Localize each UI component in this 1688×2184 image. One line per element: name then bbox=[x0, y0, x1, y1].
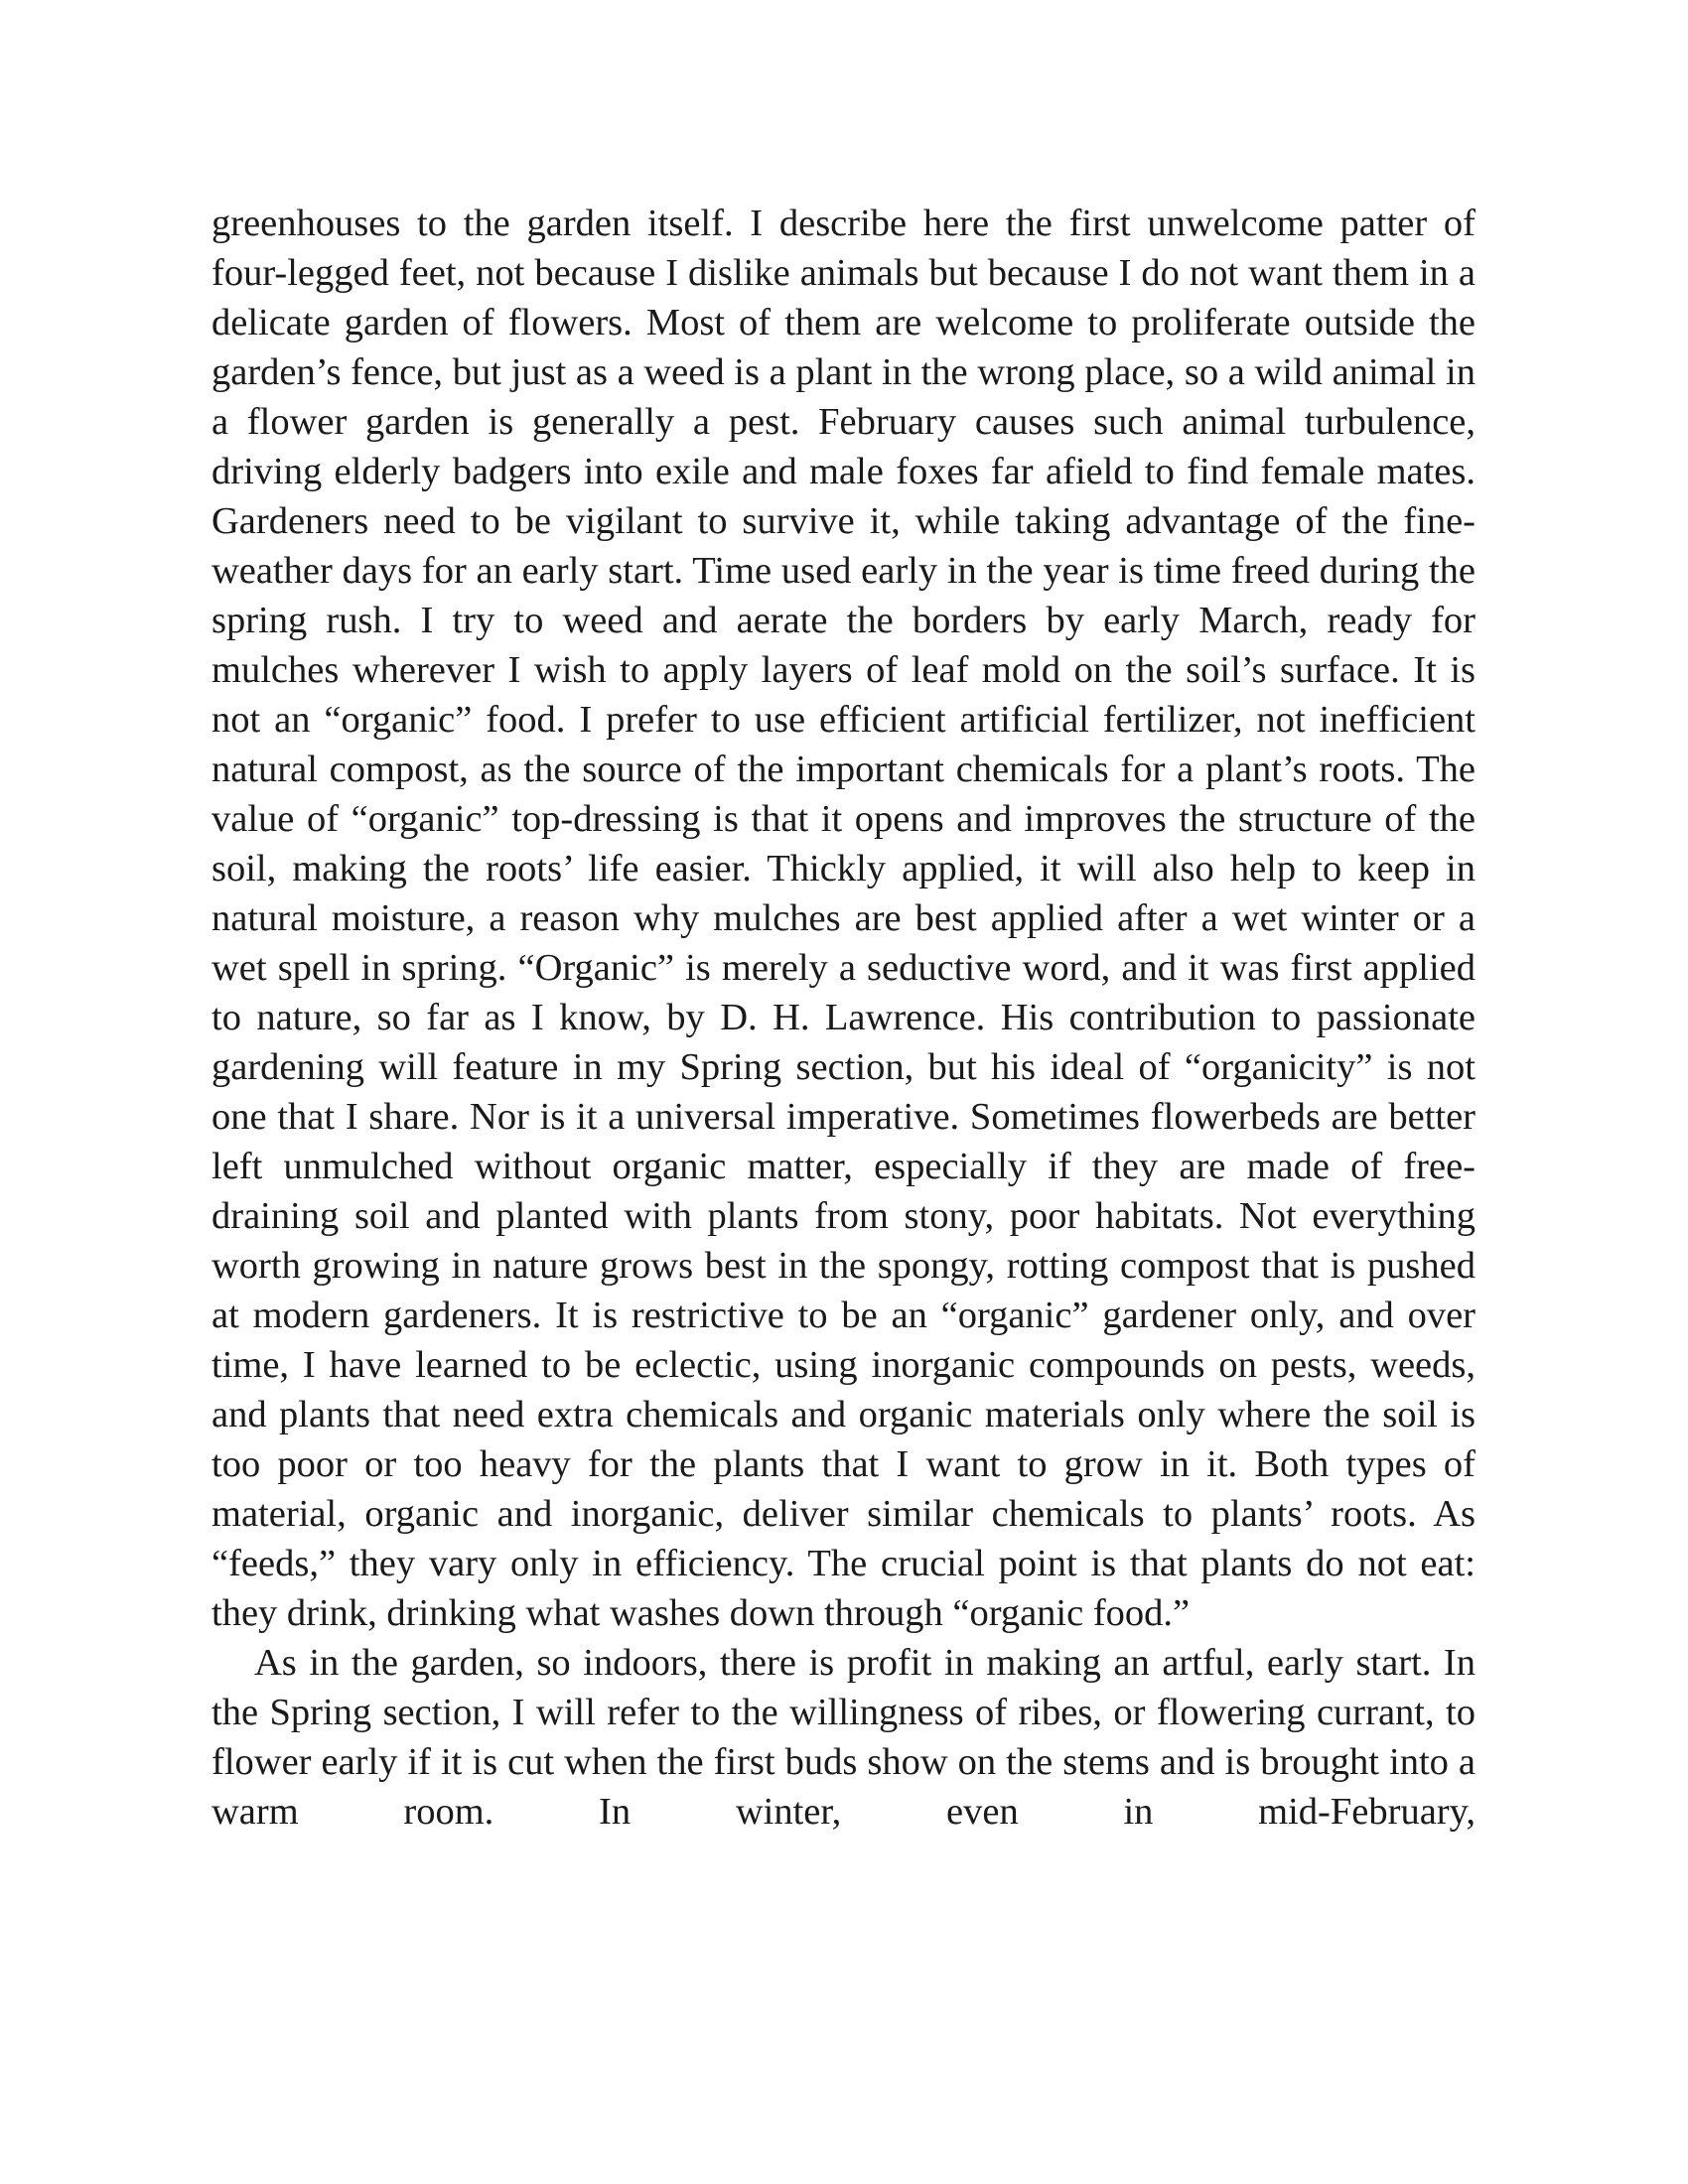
body-text bbox=[211, 199, 1476, 1837]
paragraph-2: As in the garden, so indoors, there is profit in making an artful, early start. In the Spring section, I will refer to the willingness of ribes, or flowering currant, to flower early if it is cut when the first buds show on the stems and is brought into a warm room. In winter, even in mid-February, bbox=[211, 1642, 1476, 1833]
paragraph-1: greenhouses to the garden itself. I describe here the first unwelcome patter of four-legged feet, not because I dislike animals but because I do not want them in a delicate garden of flowers. Most of them are welcome to proliferate outside the garden’s fence, but just as a weed is a plant in the wrong place, so a wild animal in a flower garden is generally a pest. February causes such animal turbulence, driving elderly badgers into exile and male foxes far afield to find female mates. Gardeners need to be vigilant to survive it, while taking advantage of the fine-weather days for an early start. Time used early in the year is time freed during the spring rush. I try to weed and aerate the borders by early March, ready for mulches wherever I wish to apply layers of leaf mold on the soil’s surface. It is not an “organic” food. I prefer to use efficient artificial fertilizer, not inefficient natural compost, as the source of the important chemicals for a plant’s roots. The value of “organic” top-dressing is that it opens and improves the structure of the soil, making the roots’ life easier. Thickly applied, it will also help to keep in natural moisture, a reason why mulches are best applied after a wet winter or a wet spell in spring. “Organic” is merely a seductive word, and it was first applied to nature, so far as I know, by D. H. Lawrence. His contribution to passionate gardening will feature in my Spring section, but his ideal of “organicity” is not one that I share. Nor is it a universal imperative. Sometimes flowerbeds are better left unmulched without organic matter, especially if they are made of free-draining soil and planted with plants from stony, poor habitats. Not everything worth growing in nature grows best in the spongy, rotting compost that is pushed at modern gardeners. It is restrictive to be an “organic” gardener only, and over time, I have learned to be eclectic, using inorganic compounds on pests, weeds, and plants that need extra chemicals and organic materials only where the soil is too poor or too heavy for the plants that I want to grow in it. Both types of material, organic and inorganic, deliver similar chemicals to plants’ roots. As “feeds,” they vary only in efficiency. The crucial point is that plants do not eat: they drink, drinking what washes down through “organic food.” bbox=[211, 203, 1476, 1634]
